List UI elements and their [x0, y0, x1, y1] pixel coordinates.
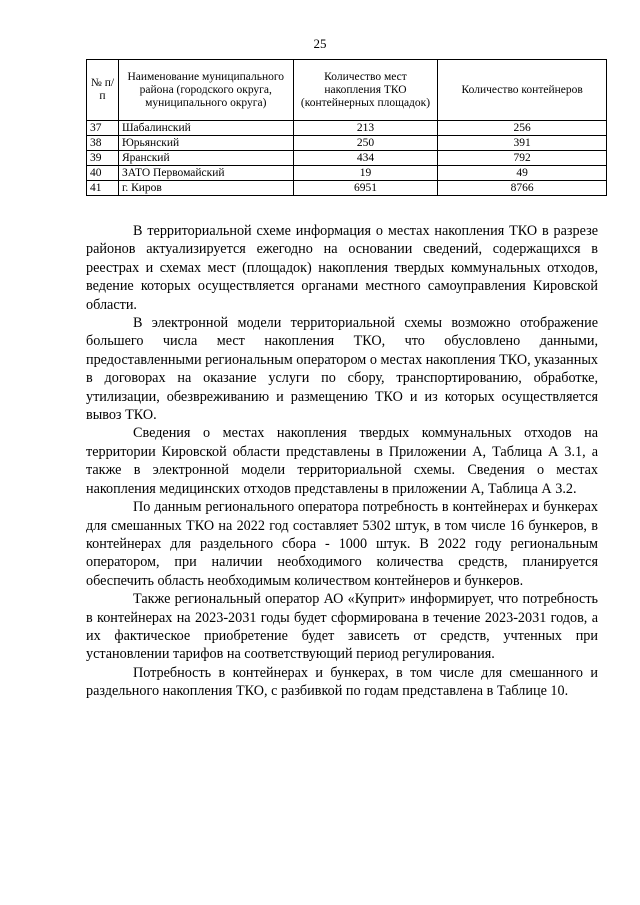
row-district: г. Киров	[118, 181, 293, 196]
row-sites: 434	[293, 151, 438, 166]
row-containers: 49	[438, 166, 607, 181]
table-header-row	[87, 60, 607, 121]
table-row	[87, 136, 607, 151]
page-number: 25	[313, 36, 327, 51]
row-containers: 8766	[438, 181, 607, 196]
table-row	[87, 181, 607, 196]
row-number: 41	[87, 181, 119, 196]
header-district: Наименование муниципального района (городского округа, муниципального округа)	[118, 60, 293, 121]
header-number: № п/п	[87, 60, 119, 121]
row-district: Юрьянский	[118, 136, 293, 151]
header-sites-count: Количество мест накопления ТКО (контейнерных площадок)	[293, 60, 438, 121]
row-containers: 391	[438, 136, 607, 151]
paragraph: По данным регионального оператора потребность в контейнерах и бункерах для смешанных ТКО на 2022 год составляет 5302 штук, в том числе 16 бункеров, в контейнерах для раздельного сбора - 1000 штук. В 2022 году региональным оператором, при наличии необходимого количества средств, планируется обеспечить область необходимым количеством контейнеров и бункеров.	[86, 499, 598, 589]
row-number: 40	[87, 166, 119, 181]
row-district: Шабалинский	[118, 121, 293, 136]
row-sites: 213	[293, 121, 438, 136]
paragraph: В территориальной схеме информация о местах накопления ТКО в разрезе районов актуализируется ежегодно на основании сведений, содержащихся в реестрах и схемах мест (площадок) накопления твердых коммунальных отходов, ведение которых осуществляется органами местного самоуправления Кировской области.	[86, 223, 598, 313]
row-sites: 6951	[293, 181, 438, 196]
table-row	[87, 166, 607, 181]
body-text	[86, 222, 598, 701]
row-district: Яранский	[118, 151, 293, 166]
table-row	[87, 151, 607, 166]
row-sites: 250	[293, 136, 438, 151]
paragraph: Также региональный оператор АО «Куприт» информирует, что потребность в контейнерах на 2023-2031 годы будет сформирована в течение 2023-2031 годов, а их фактическое приобретение будет зависеть от средств, учтенных при установлении тарифов на соответствующий период регулирования.	[86, 591, 598, 663]
containers-table	[86, 59, 607, 196]
paragraph: Потребность в контейнерах и бункерах, в том числе для смешанного и раздельного накопления ТКО, с разбивкой по годам представлена в Таблице 10.	[86, 664, 598, 700]
table-row	[87, 121, 607, 136]
row-containers: 256	[438, 121, 607, 136]
row-number: 37	[87, 121, 119, 136]
row-number: 38	[87, 136, 119, 151]
row-district: ЗАТО Первомайский	[118, 166, 293, 181]
row-number: 39	[87, 151, 119, 166]
header-containers-count: Количество контейнеров	[438, 60, 607, 121]
paragraph: Сведения о местах накопления твердых коммунальных отходов на территории Кировской области представлены в Приложении А, Таблица А 3.1, а также в электронной модели территориальной схемы. Сведения о местах накопления медицинских отходов представлены в приложении А, Таблица А 3.2.	[86, 425, 598, 497]
paragraph: В электронной модели территориальной схемы возможно отображение большего числа мест накопления ТКО, что обусловлено данными, предоставленными региональным оператором о местах накопления ТКО, указанных в договорах на оказание услуги по сбору, транспортированию, обработке, утилизации, обезвреживанию и размещению ТКО и из которых осуществляется вывоз ТКО.	[86, 315, 598, 424]
row-sites: 19	[293, 166, 438, 181]
row-containers: 792	[438, 151, 607, 166]
